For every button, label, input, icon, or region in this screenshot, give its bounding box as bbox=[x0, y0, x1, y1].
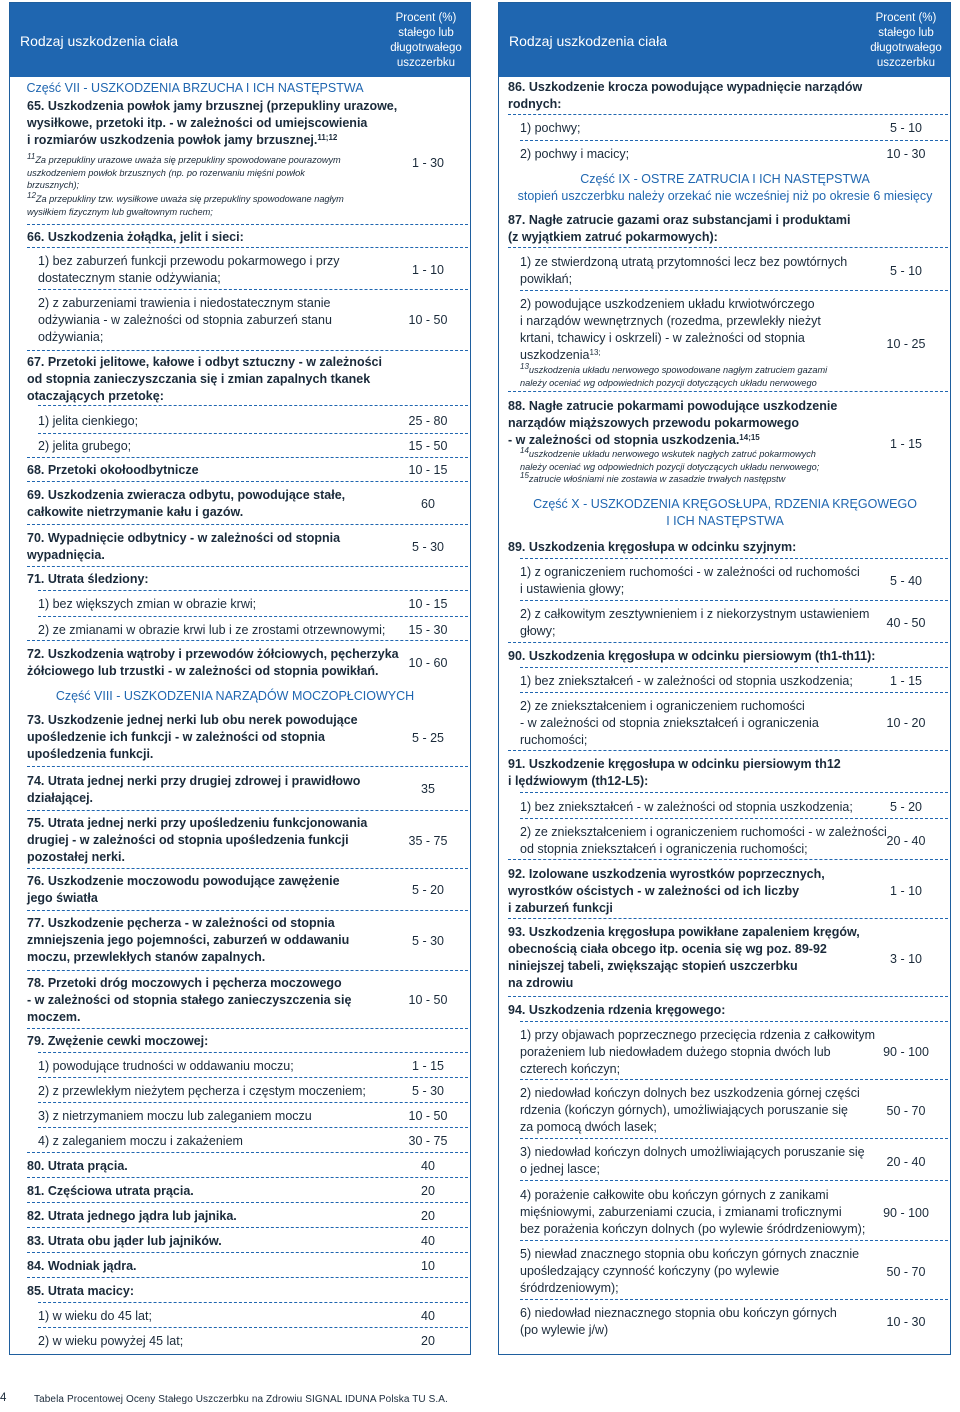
value-77: 5 - 30 bbox=[412, 934, 444, 948]
row-divider bbox=[508, 391, 948, 392]
item-67-line: od stopnia zanieczyszczania się i zmian zapalnych tkanek bbox=[27, 372, 371, 386]
item-87-1-line: 1) ze stwierdzoną utratą przytomności lecz bez powtórnych bbox=[520, 255, 848, 269]
value-67-1: 25 - 80 bbox=[408, 414, 448, 428]
row-divider bbox=[508, 996, 948, 997]
row-divider bbox=[520, 667, 948, 668]
item-73-line: 73. Uszkodzenie jednej nerki lub obu nerek powodujące bbox=[27, 713, 358, 727]
section-heading: Część IX - OSTRE ZATRUCIA I ICH NASTĘPSTWA bbox=[580, 172, 870, 186]
section-heading: Część VII - USZKODZENIA BRZUCHA I ICH NASTĘPSTWA bbox=[26, 81, 364, 95]
item-89-1-line: i ustawienia głowy; bbox=[520, 582, 625, 596]
footnote-ref: 11;12 bbox=[317, 133, 338, 142]
item-79-3-line: 3) z nietrzymaniem moczu lub zaleganiem moczu bbox=[38, 1109, 312, 1123]
item-66-1-line: 1) bez zaburzeń funkcji przewodu pokarmowego i przy bbox=[38, 254, 340, 268]
value-70: 5 - 30 bbox=[412, 540, 444, 554]
section-heading: Część VIII - USZKODZENIA NARZĄDÓW MOCZOPŁCIOWYCH bbox=[55, 689, 415, 703]
item-69-line: 69. Uszkodzenia zwieracza odbytu, powodujące stałe, bbox=[27, 488, 346, 502]
item-84-line: 84. Wodniak jądra. bbox=[27, 1259, 137, 1273]
item-92-line: wyrostków ościstych - w zależności od ich liczby bbox=[508, 884, 800, 898]
row-divider bbox=[38, 590, 468, 591]
value-94-6: 10 - 30 bbox=[886, 1315, 926, 1329]
footnote-mark: 14 bbox=[520, 446, 529, 455]
item-79-1-line: 1) powodujące trudności w oddawaniu moczu; bbox=[38, 1059, 294, 1073]
value-88: 1 - 15 bbox=[890, 437, 922, 451]
footnote-ref: 13; bbox=[589, 348, 601, 357]
item-94-2-line: rdzenia (kończyn górnych), umożliwiających poruszanie się bbox=[520, 1103, 848, 1117]
item-80-line: 80. Utrata prącia. bbox=[27, 1159, 128, 1173]
footnote-14: należy oceniać wg odpowiednich pozycji dotyczących układu nerwowego; bbox=[520, 461, 820, 472]
value-79-1: 1 - 15 bbox=[412, 1059, 444, 1073]
item-77-line: moczu, przewlekłych stanów zapalnych. bbox=[27, 950, 266, 964]
row-divider bbox=[508, 918, 948, 919]
value-67-2: 15 - 50 bbox=[408, 439, 448, 453]
item-66-2-line: 2) z zaburzeniami trawienia i niedostatecznym stanie bbox=[38, 296, 331, 310]
row-divider bbox=[508, 247, 948, 248]
item-93-line: na zdrowiu bbox=[508, 976, 574, 990]
row-divider bbox=[520, 1180, 948, 1181]
value-93: 3 - 10 bbox=[890, 952, 922, 966]
footnote-mark: 15 bbox=[520, 471, 529, 480]
value-87-1: 5 - 10 bbox=[890, 264, 922, 278]
item-94-1-line: 1) przy objawach poprzecznego przecięcia rdzenia z całkowitym bbox=[520, 1028, 876, 1042]
row-divider bbox=[27, 1227, 468, 1228]
row-divider bbox=[38, 1327, 468, 1328]
section-heading: stopień uszczerbku należy orzekać nie wcześniej niż po okresie 6 miesięcy bbox=[517, 189, 933, 203]
row-divider bbox=[520, 818, 948, 819]
row-divider bbox=[38, 1102, 468, 1103]
value-66-1: 1 - 10 bbox=[412, 263, 444, 277]
item-81-line: 81. Częściowa utrata prącia. bbox=[27, 1184, 194, 1198]
item-66-1-line: dostatecznym stanie odżywiania; bbox=[38, 271, 221, 285]
item-78-line: 78. Przetoki dróg moczowych i pęcherza moczowego bbox=[27, 976, 342, 990]
item-93-line: niniejszej tabeli, zwiększając stopień uszczerbku bbox=[508, 959, 798, 973]
row-divider bbox=[520, 140, 948, 141]
value-71-2: 15 - 30 bbox=[408, 623, 448, 637]
value-92: 1 - 10 bbox=[890, 884, 922, 898]
item-90-2-line: 2) ze zniekształceniem i ograniczeniem ruchomości bbox=[520, 699, 805, 713]
item-76-line: jego światła bbox=[27, 891, 98, 905]
item-90-2-line: - w zależności od stopnia zniekształceń i ograniczenia bbox=[520, 716, 819, 730]
row-divider bbox=[520, 1240, 948, 1241]
row-divider bbox=[27, 1028, 468, 1029]
item-82-line: 82. Utrata jednego jądra lub jajnika. bbox=[27, 1209, 237, 1223]
item-86-1-line: 1) pochwy; bbox=[520, 121, 581, 135]
value-86-1: 5 - 10 bbox=[890, 121, 922, 135]
item-92-line: i zaburzeń funkcji bbox=[508, 901, 613, 915]
value-91-1: 5 - 20 bbox=[890, 800, 922, 814]
row-divider bbox=[38, 1077, 468, 1078]
row-divider bbox=[27, 640, 468, 641]
row-divider bbox=[27, 566, 468, 567]
item-91-2-line: 2) ze zniekształceniem i ograniczeniem ruchomości - w zależności bbox=[520, 825, 887, 839]
item-77-line: zmniejszenia jego pojemności, zaburzeń w oddawaniu bbox=[27, 933, 350, 947]
item-86-line: 86. Uszkodzenie krocza powodujące wypadnięcie narządów bbox=[508, 80, 863, 94]
item-73-line: upośledzenia funkcji. bbox=[27, 747, 154, 761]
footnote-mark: 11 bbox=[27, 152, 36, 161]
item-94-2-line: za pomocą dwóch lasek; bbox=[520, 1120, 657, 1134]
footnote-11: uszkodzeniem powłok brzusznych (np. po rozerwaniu mięśni powłok bbox=[27, 167, 305, 178]
page-number: 4 bbox=[0, 1392, 7, 1404]
item-94-6-line: 6) niedowład nieznacznego stopnia obu kończyn górnych bbox=[520, 1306, 837, 1320]
item-77-line: 77. Uszkodzenie pęcherza - w zależności od stopnia bbox=[27, 916, 335, 930]
item-94-3-line: o jednej lasce; bbox=[520, 1162, 600, 1176]
item-70-line: 70. Wypadnięcie odbytnicy - w zależności od stopnia bbox=[27, 531, 341, 545]
item-72-line: 72. Uszkodzenia wątroby i przewodów żółciowych, pęcherzyka bbox=[27, 647, 399, 661]
item-94-1-line: porażeniem lub niedowładem dużego stopnia dwóch lub bbox=[520, 1045, 831, 1059]
item-74-line: działającej. bbox=[27, 791, 94, 805]
value-75: 35 - 75 bbox=[408, 834, 448, 848]
item-71-line: 71. Utrata śledziony: bbox=[27, 572, 149, 586]
row-divider bbox=[520, 290, 948, 291]
section-heading: Część X - USZKODZENIA KRĘGOSŁUPA, RDZENIA KRĘGOWEGO bbox=[533, 497, 917, 511]
item-71-1-line: 1) bez większych zmian w obrazie krwi; bbox=[38, 597, 257, 611]
item-86-line: rodnych: bbox=[508, 97, 562, 111]
value-90-1: 1 - 15 bbox=[890, 674, 922, 688]
footnote-15: $^{15}$zatrucie włośniami nie zostawia w zasadzie trwałych następstw bbox=[520, 471, 786, 484]
item-66-2-line: odżywiania; bbox=[38, 330, 104, 344]
value-89-2: 40 - 50 bbox=[886, 616, 926, 630]
value-68: 10 - 15 bbox=[408, 463, 448, 477]
row-divider bbox=[520, 558, 948, 559]
item-91-2-line: od stopnia zniekształceń i ograniczenia ruchomości; bbox=[520, 842, 808, 856]
item-94-6-line: (po wylewie j/w) bbox=[520, 1323, 609, 1337]
item-85-line: 85. Utrata macicy: bbox=[27, 1284, 135, 1298]
row-divider bbox=[38, 616, 468, 617]
item-90-2-line: ruchomości; bbox=[520, 733, 588, 747]
item-87-2-line: 2) powodujące uszkodzeniem układu krwiotwórczego bbox=[520, 297, 815, 311]
row-divider bbox=[27, 910, 468, 911]
row-divider bbox=[520, 1021, 948, 1022]
footnote-11: $^{11}$Za przepukliny urazowe uważa się przepukliny spowodowane pourazowym bbox=[27, 152, 341, 165]
item-73-line: upośledzenie ich funkcji - w zależności od stopnia bbox=[27, 730, 325, 744]
value-90-2: 10 - 20 bbox=[886, 716, 926, 730]
row-divider bbox=[508, 114, 948, 115]
item-90-1-line: 1) bez zniekształceń - w zależności od stopnia uszkodzenia; bbox=[520, 674, 853, 688]
item-67-line: 67. Przetoki jelitowe, kałowe i odbyt sztuczny - w zależności bbox=[27, 355, 382, 369]
item-85-1-line: 1) w wieku do 45 lat; bbox=[38, 1309, 152, 1323]
value-85-2: 20 bbox=[421, 1334, 435, 1348]
footnote-12: $^{12}$Za przepukliny tzw. wysiłkowe uważa się przepukliny spowodowane nagłym bbox=[27, 191, 344, 204]
value-79-2: 5 - 30 bbox=[412, 1084, 444, 1098]
item-66-2-line: odżywiania - w zależności od stopnia zaburzeń stanu bbox=[38, 313, 332, 327]
item-75-line: pozostałej nerki. bbox=[27, 850, 125, 864]
value-76: 5 - 20 bbox=[412, 883, 444, 897]
item-89-2-line: głowy; bbox=[520, 624, 556, 638]
footnote-13: $^{13}$uszkodzenia układu nerwowego spowodowane nagłym zatruciem gazami bbox=[520, 362, 828, 375]
footnote-mark: 12 bbox=[27, 191, 36, 200]
item-78-line: moczem. bbox=[27, 1010, 81, 1024]
item-87-line: 87. Nagłe zatrucie gazami oraz substancjami i produktami bbox=[508, 213, 851, 227]
value-74: 35 bbox=[421, 782, 435, 796]
item-67-1-line: 1) jelita cienkiego; bbox=[38, 414, 139, 428]
item-65-line: i rozmiarów uszkodzenia powłok jamy brzusznej.$^{11;12}$ bbox=[27, 133, 338, 147]
row-divider bbox=[520, 1079, 948, 1080]
value-65: 1 - 30 bbox=[412, 156, 444, 170]
row-divider bbox=[27, 457, 468, 458]
row-divider bbox=[27, 810, 468, 811]
value-94-5: 50 - 70 bbox=[886, 1265, 926, 1279]
header-left-label: Rodzaj uszkodzenia ciała bbox=[20, 33, 178, 49]
item-92-line: 92. Izolowane uszkodzenia wyrostków poprzecznych, bbox=[508, 867, 825, 881]
row-divider bbox=[38, 405, 468, 406]
item-76-line: 76. Uszkodzenie moczowodu powodujące zawężenie bbox=[27, 874, 340, 888]
item-93-line: 93. Uszkodzenia kręgosłupa powikłane zapaleniem kręgów, bbox=[508, 925, 860, 939]
item-87-2-line: krtani, tchawicy i oskrzeli) - w zależności od stopnia bbox=[520, 331, 805, 345]
item-94-5-line: 5) niewład znacznego stopnia obu kończyn górnych znacznie bbox=[520, 1247, 860, 1261]
value-82: 20 bbox=[421, 1209, 435, 1223]
item-79-line: 79. Zwężenie cewki moczowej: bbox=[27, 1034, 209, 1048]
item-87-1-line: powikłań; bbox=[520, 272, 573, 286]
item-94-1-line: czterech kończyn; bbox=[520, 1062, 621, 1076]
row-divider bbox=[27, 766, 468, 767]
value-84: 10 bbox=[421, 1259, 435, 1273]
value-94-4: 90 - 100 bbox=[883, 1206, 929, 1220]
row-divider bbox=[27, 524, 468, 525]
row-divider bbox=[38, 1302, 468, 1303]
item-88-line: 88. Nagłe zatrucie pokarmami powodujące uszkodzenie bbox=[508, 399, 838, 413]
footnote-12: wysiłkiem fizycznym lub gwałtownym ruchem; bbox=[27, 206, 213, 217]
value-85-1: 40 bbox=[421, 1309, 435, 1323]
row-divider bbox=[27, 1152, 468, 1153]
footnote-13: należy oceniać wg odpowiednich pozycji dotyczących układu nerwowego bbox=[520, 377, 817, 388]
item-91-1-line: 1) bez zniekształceń - w zależności od stopnia uszkodzenia; bbox=[520, 800, 853, 814]
value-87-2: 10 - 25 bbox=[886, 337, 926, 351]
item-68-line: 68. Przetoki okołoodbytnicze bbox=[27, 463, 199, 477]
value-81: 20 bbox=[421, 1184, 435, 1198]
row-divider bbox=[520, 692, 948, 693]
item-78-line: - w zależności od stopnia stałego zanieczyszczenia się bbox=[27, 993, 352, 1007]
row-divider bbox=[27, 224, 468, 225]
row-divider bbox=[27, 350, 468, 351]
value-80: 40 bbox=[421, 1159, 435, 1173]
item-89-1-line: 1) z ograniczeniem ruchomości - w zależności od ruchomości bbox=[520, 565, 860, 579]
row-divider bbox=[38, 289, 468, 290]
item-83-line: 83. Utrata obu jąder lub jajników. bbox=[27, 1234, 222, 1248]
row-divider bbox=[508, 750, 948, 751]
row-divider bbox=[27, 247, 468, 248]
item-71-2-line: 2) ze zmianami w obrazie krwi lub i ze zrostami otrzewnowymi; bbox=[38, 623, 386, 637]
footnote-mark: 13 bbox=[520, 362, 529, 371]
value-66-2: 10 - 50 bbox=[408, 313, 448, 327]
item-87-2-line: uszkodzenia$^{13;}$ bbox=[520, 348, 601, 362]
item-94-4-line: bez porażenia kończyn dolnych (po wylewie śródrdzeniowym); bbox=[520, 1222, 866, 1236]
value-71-1: 10 - 15 bbox=[408, 597, 448, 611]
row-divider bbox=[27, 1202, 468, 1203]
value-94-2: 50 - 70 bbox=[886, 1104, 926, 1118]
item-94-5-line: śródrdzeniowym); bbox=[520, 1281, 619, 1295]
footnote-ref: 14;15 bbox=[739, 433, 760, 442]
header-left-label: Rodzaj uszkodzenia ciała bbox=[509, 33, 667, 49]
row-divider bbox=[520, 1138, 948, 1139]
item-94-5-line: upośledzający czynność kończyny (po wylewie bbox=[520, 1264, 780, 1278]
item-79-4-line: 4) z zaleganiem moczu i zakażeniem bbox=[38, 1134, 243, 1148]
value-79-4: 30 - 75 bbox=[408, 1134, 448, 1148]
value-89-1: 5 - 40 bbox=[890, 574, 922, 588]
item-75-line: 75. Utrata jednej nerki przy upośledzeniu funkcjonowania bbox=[27, 816, 368, 830]
header-right-label: Procent (%) stałego lub długotrwałego uszczerbku bbox=[870, 12, 942, 69]
item-91-line: i lędźwiowym (th12-L5): bbox=[508, 774, 649, 788]
row-divider bbox=[38, 1052, 468, 1053]
row-divider bbox=[38, 1127, 468, 1128]
item-79-2-line: 2) z przewlekłym nieżytem pęcherza i częstym moczeniem; bbox=[38, 1084, 366, 1098]
item-72-line: żółciowego lub trzustki - w zależności od stopnia powikłań. bbox=[27, 664, 379, 678]
item-94-2-line: 2) niedowład kończyn dolnych bez uszkodzenia górnej części bbox=[520, 1086, 860, 1100]
row-divider bbox=[27, 1177, 468, 1178]
item-85-2-line: 2) w wieku powyżej 45 lat; bbox=[38, 1334, 184, 1348]
row-divider bbox=[27, 481, 468, 482]
value-72: 10 - 60 bbox=[408, 656, 448, 670]
row-divider bbox=[27, 970, 468, 971]
right-table-header bbox=[499, 3, 950, 77]
value-91-2: 20 - 40 bbox=[886, 834, 926, 848]
header-right-label: Procent (%) stałego lub długotrwałego uszczerbku bbox=[390, 12, 462, 69]
item-94-4-line: 4) porażenie całkowite obu kończyn górnych z zanikami bbox=[520, 1188, 829, 1202]
value-83: 40 bbox=[421, 1234, 435, 1248]
item-94-3-line: 3) niedowład kończyn dolnych umożliwiających poruszanie się bbox=[520, 1145, 865, 1159]
value-78: 10 - 50 bbox=[408, 993, 448, 1007]
row-divider bbox=[38, 433, 468, 434]
left-table-header bbox=[10, 3, 470, 77]
value-94-1: 90 - 100 bbox=[883, 1045, 929, 1059]
item-67-line: otaczających przetokę: bbox=[27, 389, 164, 403]
item-88-line: - w zależności od stopnia uszkodzenia.$^{14;15}$ bbox=[508, 433, 760, 447]
value-94-3: 20 - 40 bbox=[886, 1155, 926, 1169]
item-65-line: wysiłkowe, przetoki itp. - w zależności od umiejscowienia bbox=[27, 116, 368, 130]
item-69-line: całkowite nietrzymanie kału i gazów. bbox=[27, 505, 244, 519]
item-88-line: narządów miąższowych przewodu pokarmowego bbox=[508, 416, 800, 430]
row-divider bbox=[27, 1252, 468, 1253]
item-66-line: 66. Uszkodzenia żołądka, jelit i sieci: bbox=[27, 230, 244, 244]
item-94-4-line: mięśniowymi, zaburzeniami czucia, i zmianami troficznymi bbox=[520, 1205, 842, 1219]
item-67-2-line: 2) jelita grubego; bbox=[38, 439, 132, 453]
item-86-2-line: 2) pochwy i macicy; bbox=[520, 147, 630, 161]
row-divider bbox=[508, 642, 948, 643]
footer-text: Tabela Procentowej Oceny Stałego Uszczerbku na Zdrowiu SIGNAL IDUNA Polska TU S.A. bbox=[34, 1394, 448, 1405]
row-divider bbox=[27, 1277, 468, 1278]
row-divider bbox=[520, 1299, 948, 1300]
item-90-line: 90. Uszkodzenia kręgosłupa w odcinku piersiowym (th1-th11): bbox=[508, 649, 876, 663]
item-75-line: drugiej - w zależności od stopnia upośledzenia funkcji bbox=[27, 833, 349, 847]
footnote-14: $^{14}$uszkodzenie układu nerwowego wskutek nagłych zatruć pokarmowych bbox=[520, 446, 816, 459]
value-79-3: 10 - 50 bbox=[408, 1109, 448, 1123]
item-65-line: 65. Uszkodzenia powłok jamy brzusznej (przepukliny urazowe, bbox=[27, 99, 398, 113]
footnote-11: brzusznych); bbox=[27, 180, 80, 190]
item-70-line: wypadnięcia. bbox=[27, 548, 105, 562]
item-74-line: 74. Utrata jednej nerki przy drugiej zdrowej i prawidłowo bbox=[27, 774, 361, 788]
row-divider bbox=[520, 792, 948, 793]
item-94-line: 94. Uszkodzenia rdzenia kręgowego: bbox=[508, 1003, 726, 1017]
item-89-2-line: 2) z całkowitym zesztywnieniem i z niekorzystnym ustawieniem bbox=[520, 607, 870, 621]
item-89-line: 89. Uszkodzenia kręgosłupa w odcinku szyjnym: bbox=[508, 540, 797, 554]
row-divider bbox=[27, 868, 468, 869]
item-91-line: 91. Uszkodzenie kręgosłupa w odcinku piersiowym th12 bbox=[508, 757, 841, 771]
value-86-2: 10 - 30 bbox=[886, 147, 926, 161]
item-93-line: obecnością ciała obcego itp. ocenia się wg poz. 89-92 bbox=[508, 942, 827, 956]
item-87-line: (z wyjątkiem zatruć pokarmowych): bbox=[508, 230, 718, 244]
value-73: 5 - 25 bbox=[412, 731, 444, 745]
row-divider bbox=[520, 600, 948, 601]
value-69: 60 bbox=[421, 497, 435, 511]
section-heading: I ICH NASTĘPSTWA bbox=[666, 514, 784, 528]
row-divider bbox=[508, 859, 948, 860]
item-87-2-line: i narządów wewnętrznych (rozedma, przewlekły nieżyt bbox=[520, 314, 821, 328]
